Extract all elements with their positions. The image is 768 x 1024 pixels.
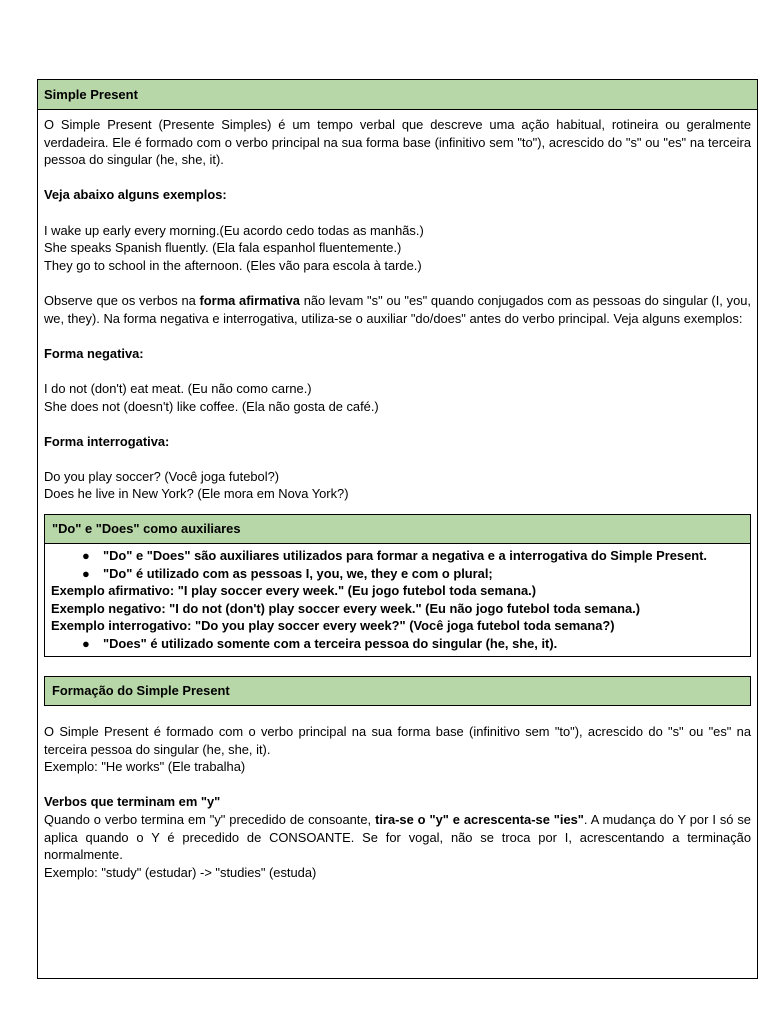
formation-heading: Formação do Simple Present [44, 676, 751, 706]
example-negative: Exemplo negativo: "I do not (don't) play soccer every week." (Eu não jogo futebol toda semana.) [51, 600, 641, 616]
example-line: I wake up early every morning.(Eu acordo cedo todas as manhãs.) [44, 222, 424, 238]
y-verbs-example: Exemplo: "study" (estudar) -> "studies" (estuda) [44, 864, 317, 880]
bullet-item: ● "Does" é utilizado somente com a terceira pessoa do singular (he, she, it). [82, 635, 558, 651]
simple-present-table [37, 79, 758, 979]
interrogative-example: Do you play soccer? (Você joga futebol?) [44, 468, 280, 484]
bullet-icon: ● [82, 565, 90, 581]
examples-heading: Veja abaixo alguns exemplos: [44, 187, 227, 203]
bullet-icon: ● [82, 635, 90, 651]
y-verbs-heading: Verbos que terminam em "y" [44, 794, 221, 810]
example-interrogative: Exemplo interrogativo: "Do you play soccer every week?" (Você joga futebol toda semana?) [51, 618, 615, 634]
aux-box-heading: "Do" e "Does" como auxiliares [44, 514, 751, 544]
intro-paragraph: O Simple Present (Presente Simples) é um tempo verbal que descreve uma ação habitual, rotineira ou geralmente verdadeira. Ele é formado com o verbo principal na sua forma base (infinitivo sem "to"), acrescido do "s" ou "es" na terceira pessoa do singular (he, she, it). [44, 117, 751, 168]
formation-paragraph: O Simple Present é formado com o verbo principal na sua forma base (infinitivo sem "to"), acrescido do "s" ou "es" na terceira pessoa do singular (he, she, it). [44, 724, 751, 757]
example-line: They go to school in the afternoon. (Eles vão para escola à tarde.) [44, 257, 422, 273]
observe-paragraph: Observe que os verbos na forma afirmativa não levam "s" ou "es" quando conjugados com as pessoas do singular (I, you, we, they). Na forma negativa e interrogativa, utiliza-se o auxiliar "do/does" antes do verbo principal. Veja alguns exemplos: [44, 292, 751, 326]
negative-example: I do not (don't) eat meat. (Eu não como carne.) [44, 380, 312, 396]
example-affirmative: Exemplo afirmativo: "I play soccer every week." (Eu jogo futebol toda semana.) [51, 583, 537, 599]
bullet-icon: ● [82, 548, 90, 564]
aux-box-body [44, 544, 751, 657]
negative-example: She does not (doesn't) like coffee. (Ela não gosta de café.) [44, 398, 379, 414]
aux-box [44, 514, 751, 657]
content [38, 110, 757, 881]
y-verbs-paragraph: Quando o verbo termina em "y" precedido de consoante, tira-se o "y" e acrescenta-se "ies". A mudança do Y por I só se aplica quando o Y é precedido de CONSOANTE. Se for vogal, não se troca por I, acrescentando a terminação normalmente. [44, 812, 751, 863]
example-line: She speaks Spanish fluently. (Ela fala espanhol fluentemente.) [44, 240, 402, 256]
negative-heading: Forma negativa: [44, 345, 144, 361]
bullet-item: ● "Do" é utilizado com as pessoas I, you, we, they e com o plural; [82, 565, 493, 581]
interrogative-heading: Forma interrogativa: [44, 433, 170, 449]
page-title: Simple Present [38, 80, 757, 110]
interrogative-example: Does he live in New York? (Ele mora em Nova York?) [44, 486, 349, 502]
bullet-item: ● "Do" e "Does" são auxiliares utilizados para formar a negativa e a interrogativa do Simple Present. [82, 548, 708, 564]
formation-example: Exemplo: "He works" (Ele trabalha) [44, 759, 246, 775]
